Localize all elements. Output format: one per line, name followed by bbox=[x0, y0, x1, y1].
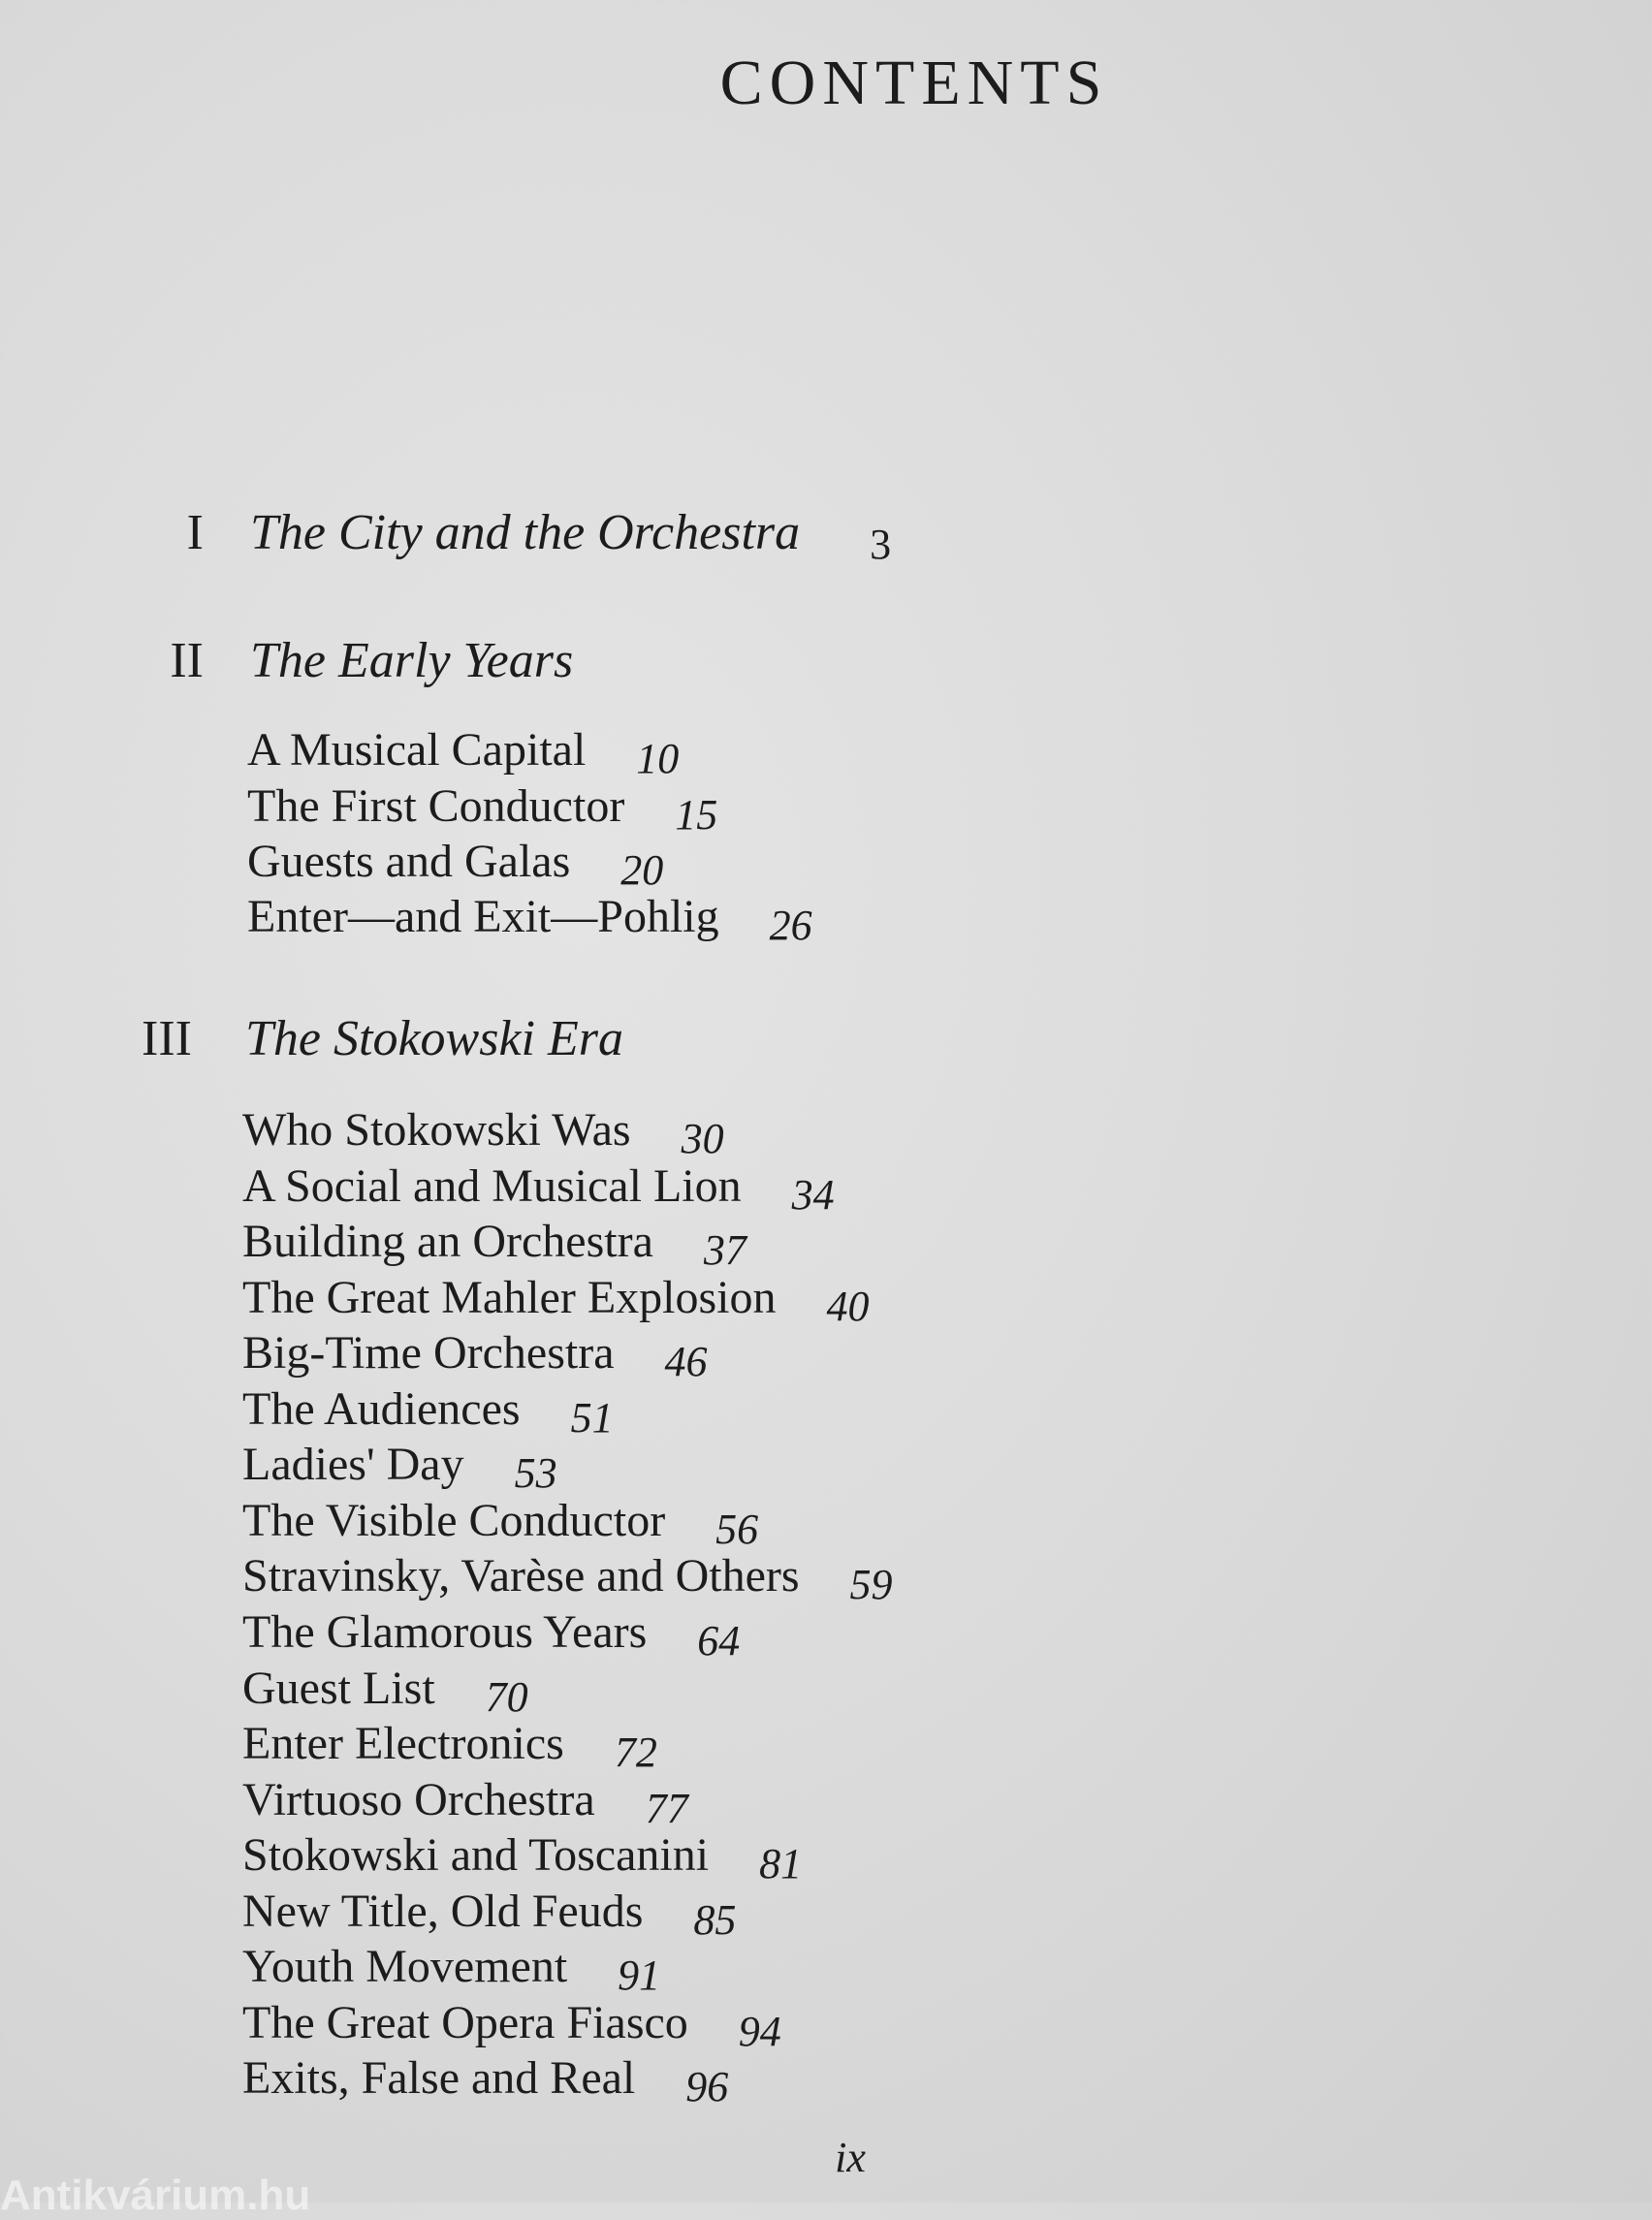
entry-title: Youth Movement bbox=[242, 1941, 568, 1992]
entry-page-number: 37 bbox=[703, 1226, 747, 1274]
entry-page-number: 91 bbox=[618, 1951, 661, 1999]
entry-title: Big-Time Orchestra bbox=[242, 1327, 615, 1379]
entry-page-number: 85 bbox=[693, 1896, 737, 1944]
toc-entry bbox=[242, 1272, 870, 1330]
part-title: The Early Years bbox=[250, 633, 574, 688]
entry-page-number: 56 bbox=[715, 1506, 759, 1553]
part-title: The Stokowski Era bbox=[245, 1011, 623, 1066]
toc-entry bbox=[242, 1439, 557, 1497]
entry-page-number: 34 bbox=[791, 1171, 835, 1219]
entry-title: The Glamorous Years bbox=[242, 1606, 648, 1658]
entry-title: Enter Electronics bbox=[242, 1718, 564, 1769]
part-numeral: II bbox=[170, 633, 204, 688]
entry-page-number: 72 bbox=[614, 1728, 657, 1776]
entry-title: The Great Mahler Explosion bbox=[242, 1272, 777, 1323]
entry-title: Stokowski and Toscanini bbox=[242, 1829, 710, 1881]
entry-title: Enter—and Exit—Pohlig bbox=[247, 891, 719, 942]
toc-entry bbox=[242, 1495, 759, 1553]
toc-entry bbox=[242, 1774, 688, 1832]
entry-page-number: 10 bbox=[636, 735, 680, 782]
entry-title: New Title, Old Feuds bbox=[242, 1886, 644, 1937]
part-numeral: III bbox=[142, 1011, 192, 1066]
toc-entry bbox=[247, 724, 680, 782]
entry-page-number: 64 bbox=[697, 1617, 741, 1665]
part-title-text: The City and the Orchestra bbox=[250, 505, 801, 560]
entry-title: Building an Orchestra bbox=[242, 1216, 653, 1267]
entry-page-number: 15 bbox=[675, 791, 718, 839]
toc-entry bbox=[242, 1606, 741, 1665]
entry-page-number: 81 bbox=[759, 1840, 803, 1887]
watermark: Antikvárium.hu bbox=[0, 2172, 311, 2219]
entry-title: The Great Opera Fiasco bbox=[242, 1997, 688, 2048]
toc-entry bbox=[247, 836, 664, 894]
entry-page-number: 77 bbox=[645, 1785, 688, 1832]
entry-title: Ladies' Day bbox=[242, 1439, 464, 1490]
entry-page-number: 30 bbox=[681, 1115, 724, 1162]
toc-entry bbox=[242, 1718, 657, 1776]
entry-page-number: 96 bbox=[685, 2063, 729, 2110]
entry-title: The Visible Conductor bbox=[242, 1495, 666, 1546]
entry-title: A Social and Musical Lion bbox=[242, 1160, 742, 1212]
toc-entry bbox=[242, 1663, 528, 1721]
entry-page-number: 70 bbox=[485, 1673, 528, 1721]
entry-page-number: 94 bbox=[738, 2008, 781, 2055]
entry-title: Guests and Galas bbox=[247, 836, 571, 887]
toc-entry bbox=[242, 1383, 614, 1442]
toc-entry bbox=[242, 1997, 781, 2055]
entry-page-number: 26 bbox=[769, 902, 812, 949]
toc-entry bbox=[247, 891, 812, 949]
entry-page-number: 46 bbox=[664, 1338, 708, 1385]
toc-entry bbox=[242, 1550, 893, 1608]
entry-page-number: 20 bbox=[620, 846, 664, 894]
toc-entry bbox=[242, 1829, 803, 1887]
entry-title: Stravinsky, Varèse and Others bbox=[242, 1550, 800, 1602]
toc-entry bbox=[242, 1886, 737, 1944]
page-title: CONTENTS bbox=[719, 48, 1109, 118]
entry-title: Guest List bbox=[242, 1663, 435, 1714]
entry-title: The Audiences bbox=[242, 1383, 521, 1435]
toc-entry bbox=[242, 1941, 661, 1999]
toc-entry bbox=[242, 1104, 724, 1162]
entry-title: The First Conductor bbox=[247, 780, 625, 832]
folio-page-number: ix bbox=[835, 2134, 866, 2181]
toc-entry bbox=[242, 1160, 835, 1219]
entry-page-number: 53 bbox=[514, 1449, 557, 1497]
entry-title: Who Stokowski Was bbox=[242, 1104, 631, 1156]
entry-title: Virtuoso Orchestra bbox=[242, 1774, 595, 1825]
entry-page-number: 51 bbox=[570, 1394, 614, 1442]
entry-page-number: 40 bbox=[826, 1283, 870, 1330]
entry-title: A Musical Capital bbox=[247, 724, 587, 776]
toc-entry bbox=[242, 1327, 708, 1385]
toc-entry bbox=[242, 1216, 747, 1274]
part-numeral: I bbox=[186, 505, 204, 560]
entry-page-number: 59 bbox=[849, 1561, 893, 1608]
part-page-number: 3 bbox=[870, 521, 892, 568]
entry-title: Exits, False and Real bbox=[242, 2052, 636, 2104]
toc-entry bbox=[242, 2052, 729, 2110]
part-title bbox=[250, 504, 892, 568]
toc-entry bbox=[247, 780, 718, 839]
